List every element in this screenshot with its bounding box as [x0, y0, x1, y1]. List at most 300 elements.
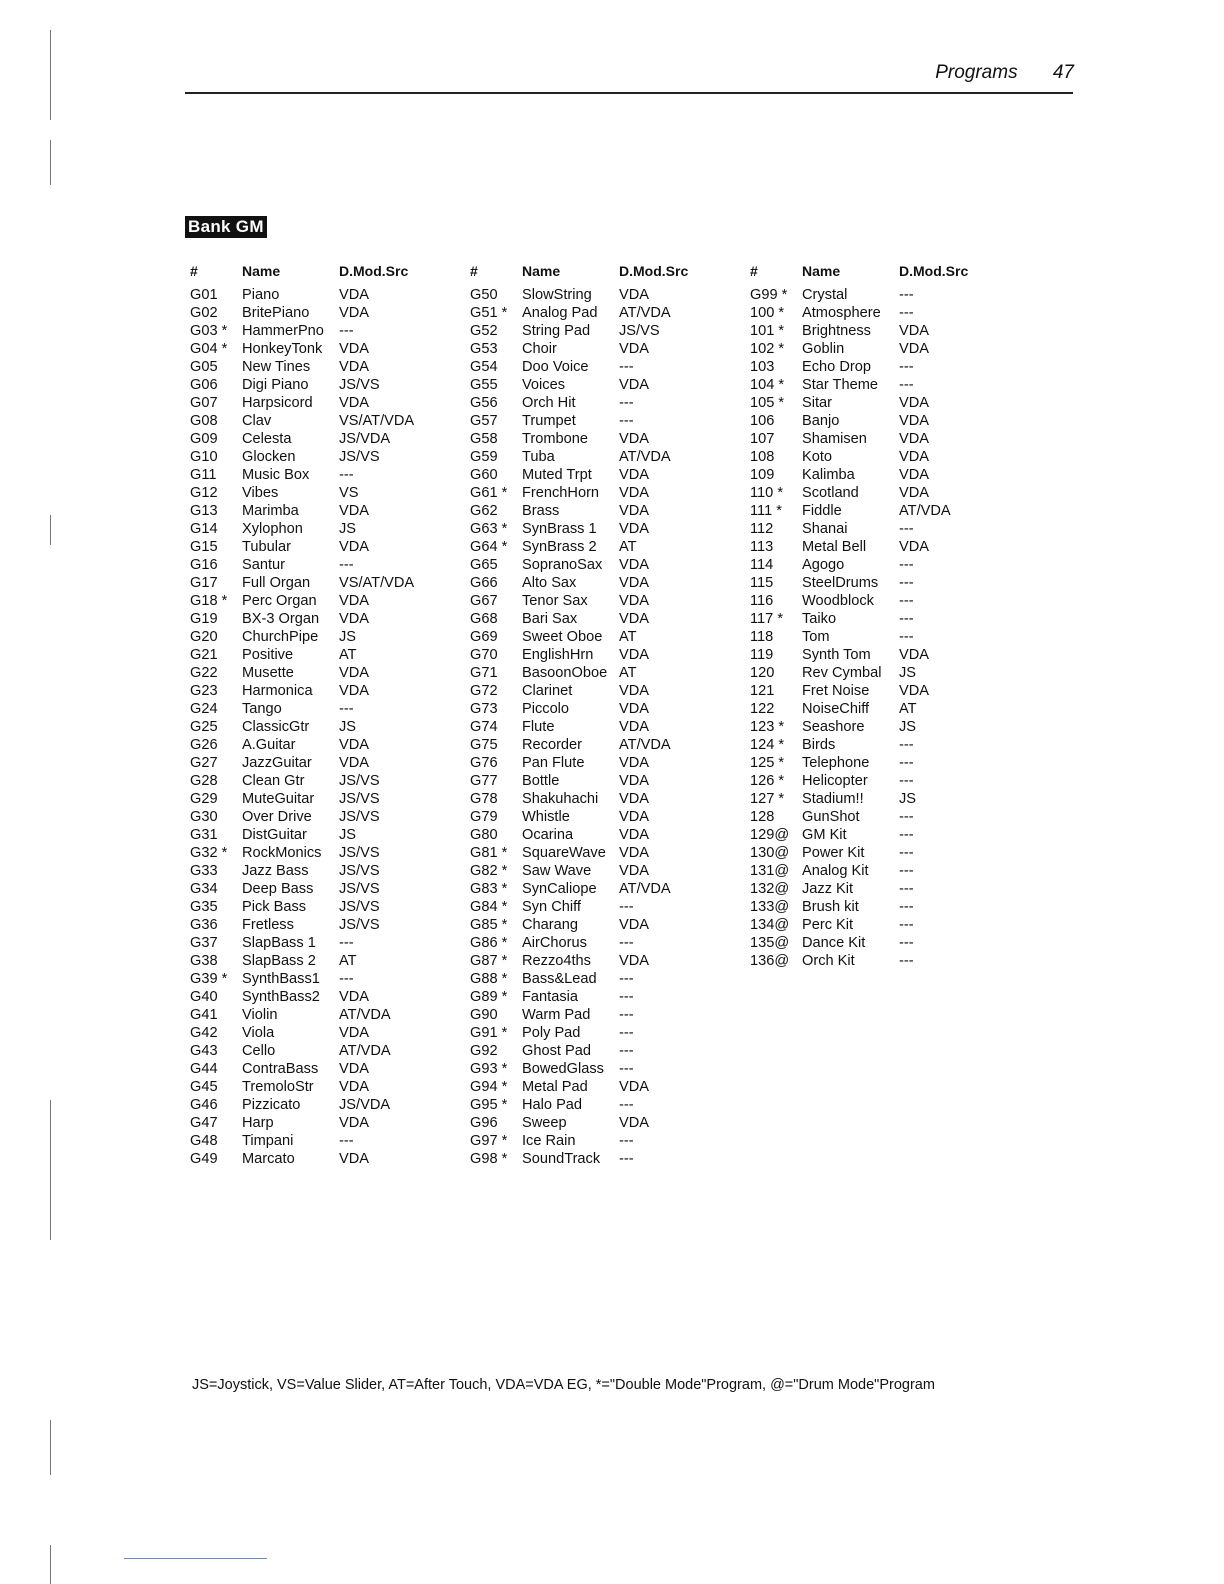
mod-source: JS/VS	[339, 881, 380, 897]
program-number: 121	[750, 683, 775, 699]
mod-source: VDA	[339, 683, 370, 699]
program-number: 115	[750, 575, 774, 591]
program-name: Glocken	[242, 449, 296, 465]
program-number: G09	[190, 431, 218, 447]
program-row	[470, 646, 750, 664]
mod-source: ---	[339, 323, 354, 339]
program-row	[190, 412, 470, 430]
mod-source: VDA	[619, 701, 650, 717]
program-number: 128	[750, 809, 775, 825]
mod-source: VDA	[339, 989, 370, 1005]
program-name: Orch Kit	[802, 953, 855, 969]
program-name: A.Guitar	[242, 737, 296, 753]
program-row	[190, 952, 470, 970]
program-row	[190, 574, 470, 592]
program-name: TremoloStr	[242, 1079, 314, 1095]
program-row	[190, 916, 470, 934]
mod-source: VDA	[619, 593, 650, 609]
program-number: 106	[750, 413, 775, 429]
program-column-2	[470, 256, 750, 1168]
program-number: G81 *	[470, 845, 508, 861]
footer-line	[124, 1558, 267, 1559]
program-name: SynBrass 1	[522, 521, 597, 537]
mod-source: ---	[899, 575, 914, 591]
program-number: 122	[750, 701, 775, 717]
program-number: G65	[470, 557, 498, 573]
program-row	[470, 394, 750, 412]
program-name: Full Organ	[242, 575, 311, 591]
program-row	[190, 538, 470, 556]
mod-source: ---	[899, 809, 914, 825]
program-name: Metal Bell	[802, 539, 867, 555]
mod-source: AT/VDA	[899, 503, 951, 519]
program-number: G79	[470, 809, 498, 825]
bank-label: Bank GM	[185, 216, 267, 238]
program-row	[190, 358, 470, 376]
program-name: Rezzo4ths	[522, 953, 591, 969]
program-name: Tom	[802, 629, 830, 645]
binder-mark	[50, 1100, 51, 1240]
program-name: String Pad	[522, 323, 591, 339]
program-number: G13	[190, 503, 218, 519]
program-row	[750, 628, 1030, 646]
program-name: SynthBass2	[242, 989, 320, 1005]
program-number: G50	[470, 287, 498, 303]
program-row	[750, 934, 1030, 952]
mod-source: VDA	[339, 1151, 370, 1167]
program-row	[470, 358, 750, 376]
program-number: G58	[470, 431, 498, 447]
program-row	[190, 1132, 470, 1150]
mod-source: VDA	[899, 341, 930, 357]
mod-source: VDA	[619, 503, 650, 519]
mod-source: ---	[619, 989, 634, 1005]
program-row	[750, 286, 1030, 304]
program-number: G89 *	[470, 989, 508, 1005]
mod-source: VDA	[899, 683, 930, 699]
program-number: G40	[190, 989, 218, 1005]
program-row	[750, 466, 1030, 484]
program-name: Deep Bass	[242, 881, 314, 897]
program-name: ChurchPipe	[242, 629, 319, 645]
program-name: Fretless	[242, 917, 294, 933]
program-number: 125 *	[750, 755, 785, 771]
mod-source: ---	[899, 773, 914, 789]
program-name: Viola	[242, 1025, 275, 1041]
program-name: MuteGuitar	[242, 791, 315, 807]
program-number: G60	[470, 467, 498, 483]
program-name: Ocarina	[522, 827, 574, 843]
program-number: G39 *	[190, 971, 228, 987]
program-row	[750, 682, 1030, 700]
program-row	[470, 970, 750, 988]
program-name: Kalimba	[802, 467, 855, 483]
program-number: G41	[190, 1007, 218, 1023]
program-number: G66	[470, 575, 498, 591]
program-row	[750, 826, 1030, 844]
program-row	[470, 322, 750, 340]
program-row	[190, 700, 470, 718]
mod-source: AT/VDA	[619, 449, 671, 465]
program-row	[470, 592, 750, 610]
program-name: Marcato	[242, 1151, 295, 1167]
mod-source: JS	[899, 791, 917, 807]
mod-source: VDA	[619, 827, 650, 843]
mod-source: ---	[899, 755, 914, 771]
program-number: 110 *	[750, 485, 783, 501]
program-row	[190, 466, 470, 484]
program-number: G62	[470, 503, 498, 519]
mod-source: ---	[339, 971, 354, 987]
program-name: Muted Trpt	[522, 467, 592, 483]
program-number: G30	[190, 809, 218, 825]
program-row	[190, 664, 470, 682]
program-row	[470, 898, 750, 916]
mod-source: JS/VDA	[339, 1097, 391, 1113]
program-name: Piano	[242, 287, 280, 303]
program-name: Trombone	[522, 431, 588, 447]
program-row	[190, 988, 470, 1006]
program-number: G94 *	[470, 1079, 508, 1095]
program-row	[190, 520, 470, 538]
program-name: Jazz Kit	[802, 881, 854, 897]
program-number: 120	[750, 665, 775, 681]
program-row	[750, 772, 1030, 790]
program-row	[190, 592, 470, 610]
mod-source: JS/VS	[339, 899, 380, 915]
program-row	[190, 394, 470, 412]
program-number: G32 *	[190, 845, 228, 861]
program-name: Musette	[242, 665, 294, 681]
program-row	[750, 610, 1030, 628]
program-row	[750, 376, 1030, 394]
program-name: SquareWave	[522, 845, 606, 861]
program-number: 118	[750, 629, 774, 645]
mod-source: VDA	[619, 647, 650, 663]
program-name: Taiko	[802, 611, 837, 627]
program-name: GunShot	[802, 809, 860, 825]
program-name: Birds	[802, 737, 836, 753]
program-number: G71	[470, 665, 498, 681]
mod-source: ---	[619, 1007, 634, 1023]
program-name: Brightness	[802, 323, 871, 339]
program-name: Perc Organ	[242, 593, 317, 609]
program-name: BX-3 Organ	[242, 611, 320, 627]
mod-source: VDA	[339, 1115, 370, 1131]
program-number: G90	[470, 1007, 498, 1023]
program-row	[470, 1078, 750, 1096]
program-number: G69	[470, 629, 498, 645]
program-row	[470, 376, 750, 394]
mod-source: VDA	[339, 395, 370, 411]
page-number: 47	[1052, 62, 1074, 83]
program-name: Koto	[802, 449, 833, 465]
mod-source: VDA	[619, 809, 650, 825]
program-row	[750, 916, 1030, 934]
mod-source: VDA	[899, 395, 930, 411]
program-name: Pizzicato	[242, 1097, 301, 1113]
program-name: Helicopter	[802, 773, 868, 789]
program-number: G06	[190, 377, 218, 393]
mod-source: VDA	[619, 917, 650, 933]
mod-source: AT/VDA	[619, 305, 671, 321]
program-name: SlapBass 2	[242, 953, 316, 969]
program-row	[190, 898, 470, 916]
mod-source: JS/VS	[619, 323, 660, 339]
mod-source: ---	[899, 737, 914, 753]
mod-source: ---	[899, 629, 914, 645]
mod-source: VDA	[619, 683, 650, 699]
mod-source: JS/VS	[339, 863, 380, 879]
program-name: Xylophon	[242, 521, 303, 537]
program-row	[190, 376, 470, 394]
mod-source: ---	[899, 863, 914, 879]
program-name: Perc Kit	[802, 917, 854, 933]
mod-source: VDA	[619, 953, 650, 969]
program-number: G48	[190, 1133, 218, 1149]
program-number: G20	[190, 629, 218, 645]
mod-source: ---	[619, 1097, 634, 1113]
mod-source: VDA	[899, 323, 930, 339]
program-number: G18 *	[190, 593, 228, 609]
program-row	[750, 844, 1030, 862]
program-row	[190, 1042, 470, 1060]
program-name: Pick Bass	[242, 899, 307, 915]
program-name: Echo Drop	[802, 359, 871, 375]
program-row	[470, 1024, 750, 1042]
mod-source: AT/VDA	[619, 881, 671, 897]
program-row	[190, 430, 470, 448]
program-number: G31	[190, 827, 218, 843]
program-name: Timpani	[242, 1133, 294, 1149]
program-name: SlapBass 1	[242, 935, 316, 951]
program-number: G83 *	[470, 881, 508, 897]
program-number: G97 *	[470, 1133, 508, 1149]
program-name: Ice Rain	[522, 1133, 576, 1149]
program-number: G29	[190, 791, 218, 807]
mod-source: VDA	[339, 1079, 370, 1095]
program-row	[750, 430, 1030, 448]
program-row	[470, 862, 750, 880]
mod-source: ---	[899, 521, 914, 537]
program-name: Marimba	[242, 503, 299, 519]
program-number: G88 *	[470, 971, 508, 987]
mod-source: JS	[339, 827, 357, 843]
program-row	[470, 466, 750, 484]
mod-source: JS/VS	[339, 917, 380, 933]
program-name: Bari Sax	[522, 611, 578, 627]
program-number: G27	[190, 755, 218, 771]
program-name: FrenchHorn	[522, 485, 600, 501]
program-number: G15	[190, 539, 218, 555]
program-row	[470, 1150, 750, 1168]
program-name: Flute	[522, 719, 555, 735]
mod-source: VDA	[619, 791, 650, 807]
program-number: G98 *	[470, 1151, 508, 1167]
mod-source: VDA	[619, 719, 650, 735]
program-number: G64 *	[470, 539, 508, 555]
program-name: Clean Gtr	[242, 773, 305, 789]
program-row	[470, 1006, 750, 1024]
header-rule	[185, 92, 1073, 94]
program-row	[470, 952, 750, 970]
program-name: Brush kit	[802, 899, 859, 915]
program-number: G12	[190, 485, 218, 501]
program-row	[470, 826, 750, 844]
program-row	[190, 484, 470, 502]
program-row	[750, 448, 1030, 466]
mod-source: VDA	[619, 773, 650, 789]
mod-source: VDA	[619, 863, 650, 879]
program-row	[190, 808, 470, 826]
program-name: Warm Pad	[522, 1007, 591, 1023]
program-number: G84 *	[470, 899, 508, 915]
program-name: Voices	[522, 377, 565, 393]
mod-source: AT/VDA	[339, 1043, 391, 1059]
program-row	[190, 970, 470, 988]
mod-source: VDA	[339, 341, 370, 357]
mod-source: VDA	[899, 413, 930, 429]
binder-mark	[50, 1545, 51, 1584]
mod-source: VDA	[619, 341, 650, 357]
program-number: 103	[750, 359, 775, 375]
footnote-legend: JS=Joystick, VS=Value Slider, AT=After Touch, VDA=VDA EG, *="Double Mode"Program, @="Drum Mode"Program	[192, 1377, 935, 1393]
mod-source: AT	[619, 665, 637, 681]
mod-source: JS/VS	[339, 377, 380, 393]
mod-source: ---	[899, 611, 914, 627]
binder-mark	[50, 515, 51, 545]
program-name: BasoonOboe	[522, 665, 608, 681]
program-name: Stadium!!	[802, 791, 864, 807]
header-name: Name	[242, 263, 281, 279]
program-name: SynBrass 2	[522, 539, 597, 555]
program-number: G67	[470, 593, 498, 609]
program-number: G85 *	[470, 917, 508, 933]
program-name: Shamisen	[802, 431, 867, 447]
program-number: G17	[190, 575, 218, 591]
program-number: G92	[470, 1043, 498, 1059]
program-name: Crystal	[802, 287, 848, 303]
program-row	[470, 304, 750, 322]
program-number: G35	[190, 899, 218, 915]
mod-source: AT	[619, 629, 637, 645]
program-row	[470, 574, 750, 592]
program-name: New Tines	[242, 359, 311, 375]
program-name: Doo Voice	[522, 359, 589, 375]
program-row	[750, 340, 1030, 358]
program-name: Tubular	[242, 539, 291, 555]
program-row	[470, 538, 750, 556]
mod-source: ---	[619, 359, 634, 375]
header-name: Name	[522, 263, 561, 279]
program-row	[750, 502, 1030, 520]
program-number: 102 *	[750, 341, 785, 357]
program-number: G78	[470, 791, 498, 807]
program-name: Banjo	[802, 413, 840, 429]
mod-source: ---	[339, 935, 354, 951]
program-name: Star Theme	[802, 377, 878, 393]
program-row	[470, 1132, 750, 1150]
program-name: JazzGuitar	[242, 755, 312, 771]
program-name: Agogo	[802, 557, 845, 573]
mod-source: VDA	[339, 737, 370, 753]
program-number: G55	[470, 377, 498, 393]
program-number: 109	[750, 467, 775, 483]
program-number: 134@	[750, 917, 790, 933]
mod-source: ---	[619, 1133, 634, 1149]
mod-source: VDA	[619, 557, 650, 573]
program-number: G34	[190, 881, 218, 897]
program-row	[190, 718, 470, 736]
program-row	[750, 484, 1030, 502]
program-row	[470, 556, 750, 574]
program-name: Recorder	[522, 737, 583, 753]
program-row	[190, 682, 470, 700]
program-name: Trumpet	[522, 413, 576, 429]
column-header	[470, 256, 750, 286]
program-row	[750, 520, 1030, 538]
program-name: Pan Flute	[522, 755, 585, 771]
program-row	[470, 682, 750, 700]
program-row	[190, 862, 470, 880]
program-name: RockMonics	[242, 845, 322, 861]
program-name: Sweep	[522, 1115, 567, 1131]
program-number: G37	[190, 935, 218, 951]
mod-source: ---	[899, 377, 914, 393]
mod-source: VDA	[339, 305, 370, 321]
program-name: DistGuitar	[242, 827, 307, 843]
program-number: 113	[750, 539, 774, 555]
program-row	[470, 844, 750, 862]
mod-source: ---	[339, 557, 354, 573]
mod-source: ---	[619, 1061, 634, 1077]
program-number: G54	[470, 359, 498, 375]
mod-source: JS/VS	[339, 845, 380, 861]
program-number: G07	[190, 395, 218, 411]
mod-source: VDA	[619, 755, 650, 771]
program-row	[190, 1006, 470, 1024]
mod-source: ---	[899, 557, 914, 573]
program-name: Jazz Bass	[242, 863, 309, 879]
program-name: BritePiano	[242, 305, 310, 321]
mod-source: VDA	[339, 755, 370, 771]
program-number: 136@	[750, 953, 790, 969]
program-row	[470, 1096, 750, 1114]
program-name: Atmosphere	[802, 305, 881, 321]
mod-source: JS/VS	[339, 791, 380, 807]
mod-source: ---	[339, 701, 354, 717]
program-name: Violin	[242, 1007, 278, 1023]
program-number: G42	[190, 1025, 218, 1041]
program-row	[750, 952, 1030, 970]
program-name: Telephone	[802, 755, 870, 771]
program-row	[190, 322, 470, 340]
program-number: 129@	[750, 827, 790, 843]
binder-mark	[50, 30, 51, 120]
column-header	[190, 256, 470, 286]
program-row	[750, 754, 1030, 772]
program-column-3	[750, 256, 1030, 970]
program-number: G72	[470, 683, 498, 699]
program-number: G49	[190, 1151, 218, 1167]
program-number: G45	[190, 1079, 218, 1095]
program-number: G23	[190, 683, 218, 699]
mod-source: ---	[619, 1043, 634, 1059]
program-row	[470, 772, 750, 790]
program-name: Tenor Sax	[522, 593, 588, 609]
program-name: Positive	[242, 647, 294, 663]
mod-source: VDA	[339, 1025, 370, 1041]
